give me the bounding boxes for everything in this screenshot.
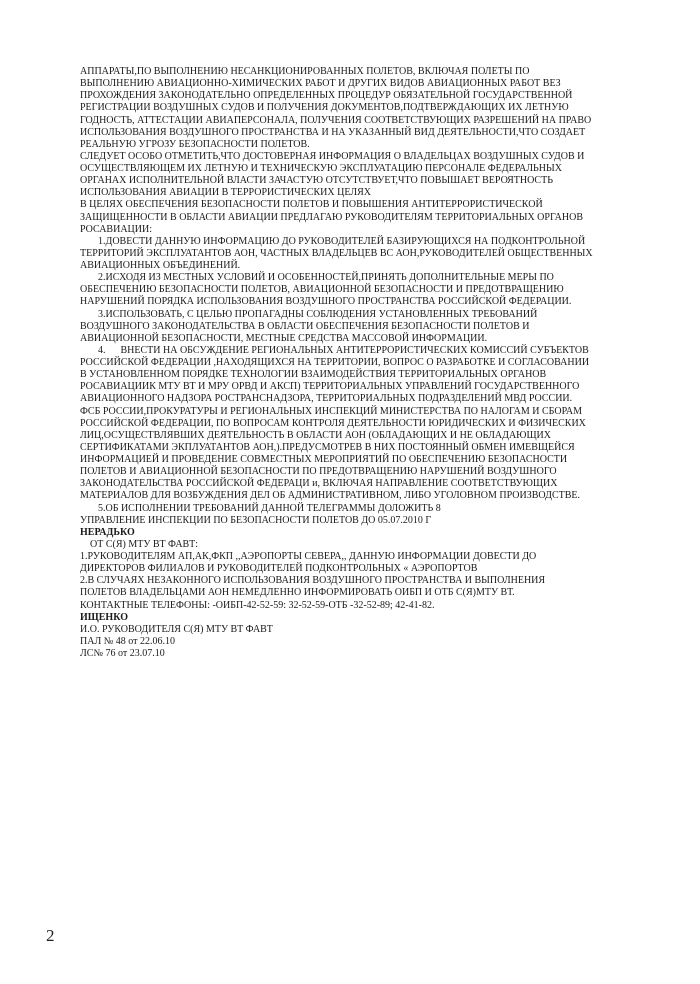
text-line: 1.ДОВЕСТИ ДАННУЮ ИНФОРМАЦИЮ ДО РУКОВОДИТЕЛЕЙ БАЗИРУЮЩИХСЯ НА ПОДКОНТРОЛЬНОЙ	[98, 235, 586, 247]
text-line: РОССИЙСКОЙ ФЕДЕРАЦИИ ,НАХОДЯЩИХСЯ НА ТЕРРИТОРИИ, ВОПРОС О РАЗРАБОТКЕ И СОГЛАСОВАНИИ	[80, 357, 590, 368]
text-line: НАРУШЕНИЙ ПОРЯДКА ИСПОЛЬЗОВАНИЯ ВОЗДУШНОГО ПРОСТРАНСТВА РОССИЙСКОЙ ФЕДЕРАЦИИ.	[80, 296, 572, 308]
text-line: ЛС№ 76 от 23.07.10	[80, 648, 165, 659]
signature-name: НЕРАДЬКО	[80, 526, 135, 538]
text-line: КОНТАКТНЫЕ ТЕЛЕФОНЫ: -ОИБП-42-52-59: 32-52-59-ОТБ -32-52-89; 42-41-82.	[80, 599, 435, 611]
text-line: ИСПОЛЬЗОВАНИЯ ВОЗДУШНОГО ПРОСТРАНСТВА И НА УКАЗАННЫЙ ВИД ДЕЯТЕЛЬНОСТИ,ЧТО СОЗДАЕТ	[80, 126, 586, 138]
text-line: АВИАЦИОННОГО НАДЗОРА РОСТРАНСНАДЗОРА, ТЕРРИТОРИАЛЬНЫХ ПОДРАЗДЕЛЕНИЙ МВД РОССИИ.	[80, 393, 573, 405]
text-line: СЛЕДУЕТ ОСОБО ОТМЕТИТЬ,ЧТО ДОСТОВЕРНАЯ ИНФОРМАЦИЯ О ВЛАДЕЛЬЦАХ ВОЗДУШНЫХ СУДОВ И	[80, 150, 585, 162]
text-line: 1.РУКОВОДИТЕЛЯМ АП,АК,ФКП ,,АЭРОПОРТЫ СЕВЕРА,, ДАННУЮ ИНФОРМАЦИИ ДОВЕСТИ ДО	[80, 551, 537, 562]
text-line: РЕАЛЬНУЮ УГРОЗУ БЕЗОПАСНОСТИ ПОЛЕТОВ.	[80, 138, 310, 150]
text-line: УПРАВЛЕНИЕ ИНСПЕКЦИИ ПО БЕЗОПАСНОСТИ ПОЛЕТОВ ДО 05.07.2010 Г	[80, 514, 432, 526]
text-line: В ЦЕЛЯХ ОБЕСПЕЧЕНИЯ БЕЗОПАСНОСТИ ПОЛЕТОВ И ПОВЫШЕНИЯ АНТИТЕРРОРИСТИЧЕСКОЙ	[80, 199, 543, 211]
text-line: РОССИЙСКОЙ ФЕДЕРАЦИИ, ПО ВОПРОСАМ КОНТРОЛЯ ДЕЯТЕЛЬНОСТИ ЮРИДИЧЕСКИХ И ФИЗИЧЕСКИХ	[80, 417, 586, 429]
text-line: ПРОХОЖДЕНИЯ ЗАКОНОДАТЕЛЬНО ОПРЕДЕЛЕННЫХ ПРОЦЕДУР ОБЯЗАТЕЛЬНОЙ ГОСУДАРСТВЕННОЙ	[80, 90, 573, 102]
page-number: 2	[46, 926, 55, 945]
text-line: И.О. РУКОВОДИТЕЛЯ С(Я) МТУ ВТ ФАВТ	[80, 623, 273, 635]
text-line: 2.ИСХОДЯ ИЗ МЕСТНЫХ УСЛОВИЙ И ОСОБЕННОСТЕЙ,ПРИНЯТЬ ДОПОЛНИТЕЛЬНЫЕ МЕРЫ ПО	[98, 272, 554, 284]
text-line: ИСПОЛЬЗОВАНИЯ АВИАЦИИ В ТЕРРОРИСТИЧЕСКИХ ЦЕЛЯХ	[80, 187, 371, 199]
text-line: 3.ИСПОЛЬЗОВАТЬ, С ЦЕЛЬЮ ПРОПАГАДНЫ СОБЛЮДЕНИЯ УСТАНОВЛЕННЫХ ТРЕБОВАНИЙ	[98, 308, 538, 320]
text-line: ОБЕСПЕЧЕНИЮ БЕЗОПАСНОСТИ ПОЛЕТОВ, АВИАЦИОННОЙ БЕЗОПАСНОСТИ И ПРЕДОТВРАЩЕНИЮ	[80, 284, 564, 296]
text-line: ВОЗДУШНОГО ЗАКОНОДАТЕЛЬСТВА В ОБЛАСТИ ОБЕСПЕЧЕНИЯ БЕЗОПАСНОСТИ ПОЛЕТОВ И	[80, 320, 530, 332]
text-line: ЛИЦ,ОСУЩЕСТВЛЯВШИХ ДЕЯТЕЛЬНОСТЬ В ОБЛАСТИ АОН (ОБЛАДАЮЩИХ И НЕ ОБЛАДАЮЩИХ	[80, 429, 551, 441]
text-line: ОРГАНАХ ИСПОЛНИТЕЛЬНОЙ ВЛАСТИ ЗАЧАСТУЮ ОТСУТСТВУЕТ,ЧТО ПОВЫШАЕТ ВЕРОЯТНОСТЬ	[80, 175, 553, 187]
signature-name: ИЩЕНКО	[80, 611, 128, 623]
text-line: ПОЛЕТОВ ВЛАДЕЛЬЦАМИ АОН НЕМЕДЛЕННО ИНФОРМИРОВАТЬ ОИБП И ОТБ С(Я)МТУ ВТ.	[80, 587, 515, 599]
text-line: РЕГИСТРАЦИИ ВОЗДУШНЫХ СУДОВ И ПОЛУЧЕНИЯ ДОКУМЕНТОВ,ПОДТВЕРЖДАЮЩИХ ИХ ЛЕТНУЮ	[80, 102, 569, 114]
text-line: ПОЛЕТОВ И АВИАЦИОННОЙ БЕЗОПАСНОСТИ ПО ПРЕДОТВРАЩЕНИЮ НАРУШЕНИЙ ВОЗДУШНОГО	[80, 466, 557, 478]
text-line: ГОДНОСТЬ, АТТЕСТАЦИИ АВИАПЕРСОНАЛА, ПОЛУЧЕНИЯ СООТВЕТСТВУЮЩИХ РАЗРЕШЕНИЙ НА ПРАВО	[80, 114, 592, 126]
text-line: ОТ С(Я) МТУ ВТ ФАВТ:	[90, 538, 198, 550]
text-line: СЕРТИФИКАТАМИ ЭКПЛУАТАНТОВ АОН,).ПРЕДУСМОТРЕВ В НИХ ПОСТОЯННЫЙ ОБМЕН ИМЕВЩЕЙСЯ	[80, 441, 575, 453]
text-line: ОСУЩЕСТВЛЯЮЩЕМ ИХ ЛЕТНУЮ И ТЕХНИЧЕСКУЮ ЭКСПЛУАТАЦИЮ ПЕРСОНАЛЕ ФЕДЕРАЛЬНЫХ	[80, 163, 562, 174]
text-line: ПАЛ № 48 от 22.06.10	[80, 635, 176, 647]
text-line: 2.В СЛУЧАЯХ НЕЗАКОННОГО ИСПОЛЬЗОВАНИЯ ВОЗДУШНОГО ПРОСТРАНСТВА И ВЫПОЛНЕНИЯ	[80, 575, 546, 587]
text-line: ЗАЩИЩЕННОСТИ В ОБЛАСТИ АВИАЦИИ ПРЕДЛАГАЮ РУКОВОДИТЕЛЯМ ТЕРРИТОРИАЛЬНЫХ ОРГАНОВ	[80, 211, 583, 223]
text-line: 5.ОБ ИСПОЛНЕНИИ ТРЕБОВАНИЙ ДАННОЙ ТЕЛЕГРАММЫ ДОЛОЖИТЬ 8	[98, 502, 441, 514]
text-line: 4. ВНЕСТИ НА ОБСУЖДЕНИЕ РЕГИОНАЛЬНЫХ АНТИТЕРРОРИСТИЧЕСКИХ КОМИССИЙ СУБЪЕКТОВ	[98, 344, 589, 356]
text-line: АВИАЦИОННОЙ БЕЗОПАСНОСТИ, МЕСТНЫЕ СРЕДСТВА МАССОВОЙ ИНФОРМАЦИИ.	[80, 332, 488, 344]
text-line: РОСАВИАЦИИ:	[80, 223, 152, 235]
text-line: АВИАЦИОННЫХ ОБЪЕДИНЕНИЙ.	[80, 260, 241, 271]
text-line: РОСАВИАЦИИК МТУ ВТ И МРУ ОРВД И АКСП) ТЕРРИТОРИАЛЬНЫХ УПРАВЛЕНИЙ ГОСУДАРСТВЕННОГО	[80, 381, 580, 393]
text-line: ИНФОРМАЦИЕЙ И ПРОВЕДЕНИЕ СОВМЕСТНЫХ МЕРОПРИЯТИЙ ПО ОБЕСПЕЧЕНИЮ БЕЗОПАСНОСТИ	[80, 454, 568, 465]
text-line: ВЫПОЛНЕНИЮ АВИАЦИОННО-ХИМИЧЕСКИХ РАБОТ И ДРУГИХ ВИДОВ АВИАЦИОННЫХ РАБОТ ВЕЗ	[80, 78, 561, 90]
text-line: МАТЕРИАЛОВ ДЛЯ ВОЗБУЖДЕНИЯ ДЕЛ ОБ АДМИНИСТРАТИВНОМ, ЛИБО УГОЛОВНОМ ПРОИЗВОДСТВЕ.	[80, 490, 581, 502]
text-line: В УСТАНОВЛЕННОМ ПОРЯДКЕ ТЕХНОЛОГИИ ВЗАИМОДЕЙСТВИЯ ТЕРРИТОРИАЛЬНЫХ ОРГАНОВ	[80, 369, 547, 381]
text-line: АППАРАТЫ,ПО ВЫПОЛНЕНИЮ НЕСАНКЦИОНИРОВАННЫХ ПОЛЕТОВ, ВКЛЮЧАЯ ПОЛЕТЫ ПО	[80, 66, 530, 77]
text-line: ФСБ РОССИИ,ПРОКУРАТУРЫ И РЕГИОНАЛЬНЫХ ИНСПЕКЦИЙ МИНИСТЕРСТВА ПО НАЛОГАМ И СБОРАМ	[80, 405, 582, 417]
text-line: ДИРЕКТОРОВ ФИЛИАЛОВ И РУКОВОДИТЕЛЕЙ ПОДКОНТРОЛЬНЫХ « АЭРОПОРТОВ	[80, 563, 478, 575]
text-line: ТЕРРИТОРИЙ ЭКСПЛУАТАНТОВ АОН, ЧАСТНЫХ ВЛАДЕЛЬЦЕВ ВС АОН,РУКОВОДИТЕЛЕЙ ОБЩЕСТВЕННЫХ	[80, 247, 593, 259]
text-line: ЗАКОНОДАТЕЛЬСТВА РОССИЙСКОЙ ФЕДЕРАЦИ и, ВКЛЮЧАЯ НАПРАВЛЕНИЕ СООТВЕТСТВУЮЩИХ	[80, 478, 558, 490]
document-body	[80, 66, 610, 660]
